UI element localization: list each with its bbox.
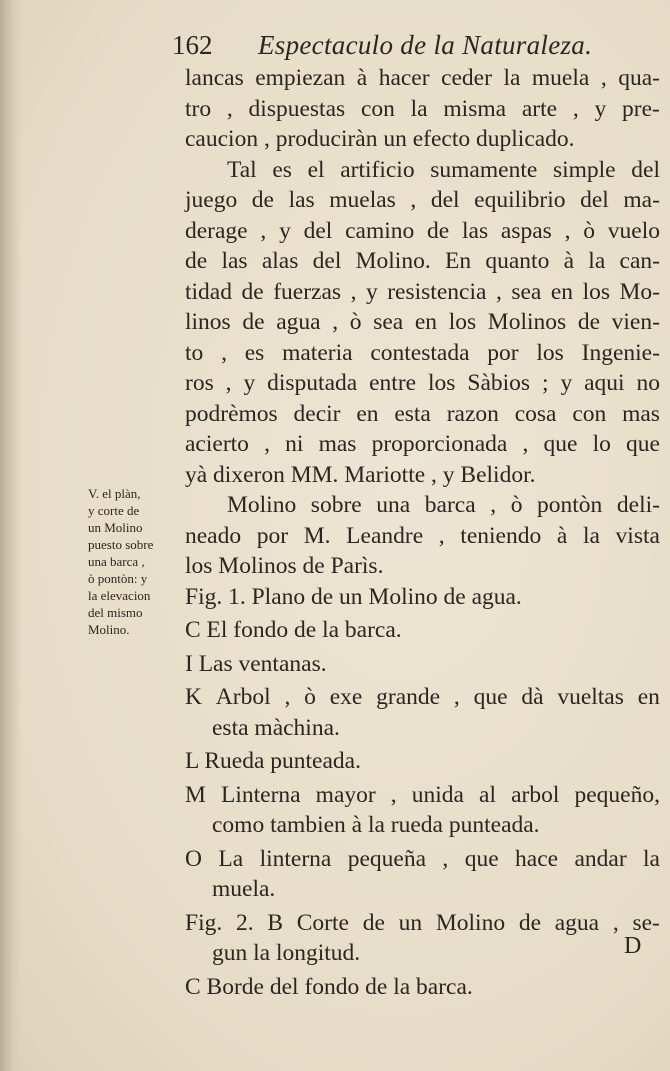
text-line: como tambien à la rueda punteada. — [212, 812, 540, 838]
text-line: lancas empiezan à hacer ceder la muela , qua- — [185, 65, 660, 91]
catchword: D — [624, 933, 642, 959]
text-line: Molino sobre una barca , ò pontòn deli- — [227, 492, 660, 518]
legend-item — [185, 972, 660, 1003]
margin-note-line: del mismo — [88, 605, 143, 620]
legend-item — [185, 780, 660, 841]
text-line: de las alas del Molino. En quanto à la can- — [185, 248, 660, 274]
legend-item — [185, 746, 660, 777]
legend-item — [185, 582, 660, 613]
body-text — [185, 63, 660, 1005]
text-line: gun la longitud. — [212, 940, 361, 966]
legend-item — [185, 908, 660, 969]
text-line: ros , y disputada entre los Sàbios ; y aqui no — [185, 370, 660, 396]
text-line: Fig. 2. B Corte de un Molino de agua , se- — [185, 909, 660, 936]
text-line: M Linterna mayor , unida al arbol pequeño, — [185, 781, 660, 808]
text-line: tidad de fuerzas , y resistencia , sea en los Mo- — [185, 278, 660, 305]
margin-note-line: la elevacion — [88, 588, 151, 603]
margin-note-line: Molino. — [88, 622, 130, 637]
paragraph — [185, 490, 660, 582]
text-line: L Rueda punteada. — [185, 748, 361, 774]
text-line: K Arbol , ò exe grande , que dà vueltas en — [185, 684, 660, 710]
paragraph — [185, 155, 660, 491]
legend-item — [185, 682, 660, 743]
legend-item — [185, 615, 660, 646]
text-line: linos de agua , ò sea en los Molinos de vien- — [185, 309, 660, 335]
text-line: tro , dispuestas con la misma arte , y pre- — [185, 95, 660, 122]
text-line: muela. — [212, 876, 276, 902]
margin-note-line: un Molino — [88, 520, 143, 535]
margin-note-line: ò pontòn: y — [88, 571, 148, 586]
text-line: podrèmos decir en esta razon cosa con mas — [185, 400, 660, 427]
text-line: los Molinos de Parìs. — [185, 553, 384, 579]
margin-note-line: V. el plàn, — [88, 486, 141, 501]
paragraph — [185, 63, 660, 155]
text-line: C El fondo de la barca. — [185, 617, 402, 643]
text-line: Fig. 1. Plano de un Molino de agua. — [185, 583, 522, 610]
text-line: caucion , produciràn un efecto duplicado. — [185, 126, 575, 152]
text-line: O La linterna pequeña , que hace andar la — [185, 845, 660, 872]
text-line: neado por M. Leandre , teniendo à la vista — [185, 522, 660, 549]
text-line: I Las ventanas. — [185, 650, 327, 677]
legend-item — [185, 844, 660, 905]
text-line: C Borde del fondo de la barca. — [185, 973, 473, 1000]
margin-note-line: y corte de — [88, 503, 140, 518]
text-line: acierto , ni mas proporcionada , que lo que — [185, 431, 660, 457]
text-line: Tal es el artificio sumamente simple del — [227, 156, 660, 183]
text-line: esta màchina. — [212, 714, 340, 741]
text-line: derage , y del camino de las aspas , ò vuelo — [185, 217, 660, 244]
running-header — [172, 30, 610, 61]
margin-note — [88, 485, 168, 638]
margin-note-line: puesto sobre — [88, 537, 154, 552]
page-gutter-shadow — [0, 0, 22, 1071]
legend-item — [185, 649, 660, 680]
text-line: to , es materia contestada por los Ingenie- — [185, 339, 660, 366]
text-line: juego de las muelas , del equilibrio del ma- — [185, 187, 660, 213]
page-number: 162 — [172, 30, 213, 60]
margin-note-line: una barca , — [88, 554, 145, 569]
text-line: yà dixeron MM. Mariotte , y Belidor. — [185, 461, 536, 488]
running-title: Espectaculo de la Naturaleza. — [258, 30, 593, 60]
